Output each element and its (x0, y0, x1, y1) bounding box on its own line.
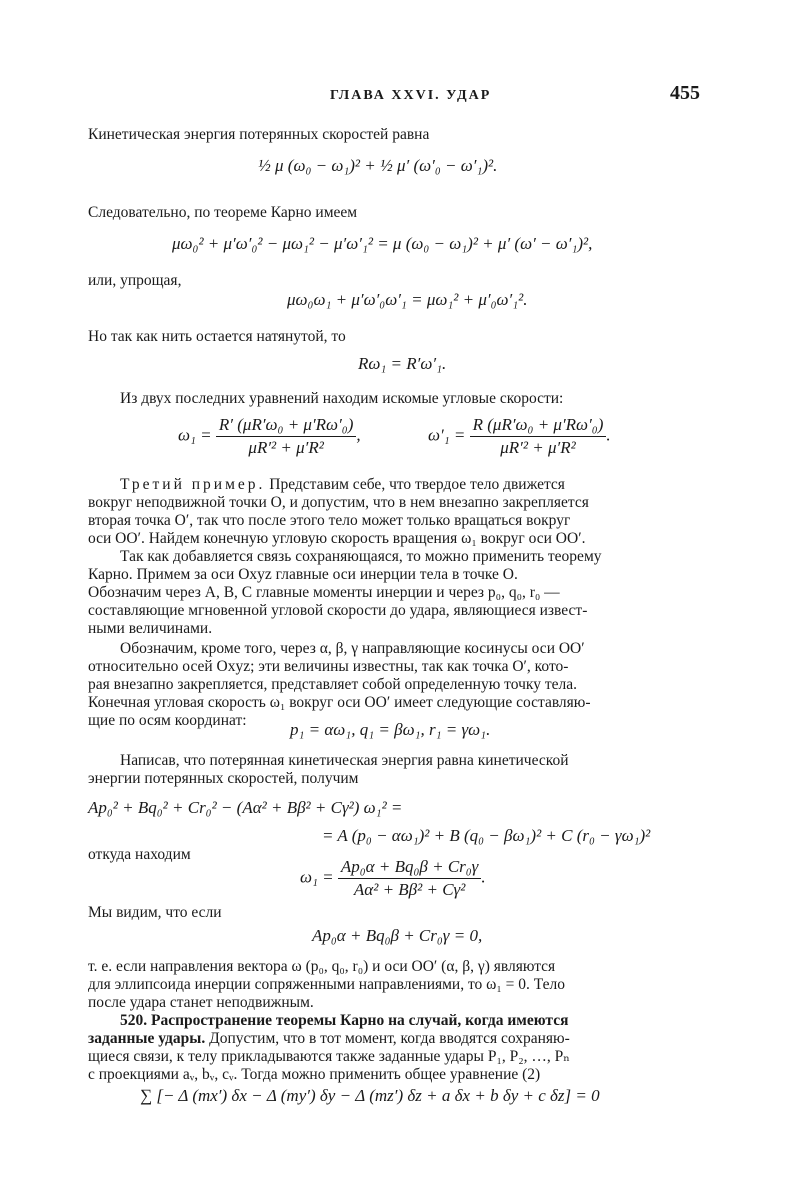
text-line: Кинетическая энергия потерянных скоростей равна (88, 126, 430, 143)
text-line: т. е. если направления вектора ω (p₀, q₀, r₀) и оси OO′ (α, β, γ) являются (88, 958, 556, 975)
text-line: щиеся связи, к телу прикладываются также заданные удары P₁, P₂, …, Pₙ (88, 1048, 570, 1065)
text-line: относительно осей Oxyz; эти величины известны, так как точка O′, кото- (88, 658, 569, 675)
text-span: Допустим, что в тот момент, когда вводятся сохраняю- (209, 1030, 570, 1047)
text-line: Написав, что потерянная кинетическая энергия равна кинетической (120, 752, 569, 769)
text-line: Так как добавляется связь сохраняющаяся, то можно применить теорему (120, 548, 602, 565)
page-number: 455 (670, 82, 700, 104)
eq8-lhs: ω₁ = (300, 867, 334, 887)
equation-7b: = A (p₀ − αω₁)² + B (q₀ − βω₁)² + C (r₀ − γω₁)² (322, 826, 651, 845)
denominator: μR′² + μ′R² (248, 438, 324, 457)
denominator: Aα² + Bβ² + Cγ² (353, 880, 466, 899)
chapter-title: ГЛАВА XXVI. УДАР (330, 88, 492, 103)
eq5a-lhs: ω₁ = (178, 425, 212, 445)
equation-1: ½ μ (ω₀ − ω₁)² + ½ μ′ (ω′₀ − ω′₁)². (258, 156, 498, 175)
equation-2: μω₀² + μ′ω′₀² − μω₁² − μ′ω′₁² = μ (ω₀ − ω₁)² + μ′ (ω′ − ω′₁)², (172, 234, 593, 253)
text-line: с проекциями aᵥ, bᵥ, cᵥ. Тогда можно применить общее уравнение (2) (88, 1066, 541, 1083)
numerator: Ap₀α + Bq₀β + Cr₀γ (338, 856, 482, 879)
equation-7a: Ap₀² + Bq₀² + Cr₀² − (Aα² + Bβ² + Cγ²) ω₁² = (88, 798, 403, 817)
text-line: ными величинами. (88, 620, 213, 637)
equation-4: Rω₁ = R′ω′₁. (358, 354, 447, 373)
equation-8: ω₁ = $\frac{\text{Ap₀α + Bq₀β + Cr₀γ}}{\text{Aα² + Bβ² + Cγ²}}$ . (300, 857, 486, 899)
text-line: энергии потерянных скоростей, получим (88, 770, 359, 787)
text-line: или, упрощая, (88, 272, 182, 289)
equation-5a: ω₁ = $\frac{\text{R′ (μR′ω₀ + μ′Rω′₀)}}{\text{μR′² + μ′R²}}$ , (178, 415, 361, 457)
equation-3: μω₀ω₁ + μ′ω′₀ω′₁ = μω₁² + μ′₀ω′₁². (287, 290, 528, 309)
section-heading: 520. Распространение теоремы Карно на случай, когда имеются (120, 1012, 569, 1029)
equation-6: p₁ = αω₁, q₁ = βω₁, r₁ = γω₁. (290, 720, 491, 739)
numerator: R′ (μR′ω₀ + μ′Rω′₀) (216, 414, 356, 437)
text-line: вторая точка O′, так что после этого тело может только вращаться вокруг (88, 512, 571, 529)
denominator: μR′² + μ′R² (500, 438, 576, 457)
fraction (216, 414, 356, 459)
page-header (0, 82, 799, 110)
text-line: Обозначим, кроме того, через α, β, γ направляющие косинусы оси OO′ (120, 640, 585, 657)
equation-9: Ap₀α + Bq₀β + Cr₀γ = 0, (312, 926, 483, 945)
text-line: Обозначим через A, B, C главные моменты инерции и через p₀, q₀, r₀ — (88, 584, 560, 601)
text-line: после удара станет неподвижным. (88, 994, 314, 1011)
equation-10: ∑ [− Δ (mx′) δx − Δ (my′) δy − Δ (mz′) δz + a δx + b δy + c δz] = 0 (140, 1086, 600, 1105)
text-line: Конечная угловая скорость ω₁ вокруг оси OO′ имеет следующие составляю- (88, 694, 591, 711)
numerator: R (μR′ω₀ + μ′Rω′₀) (470, 414, 607, 437)
section-heading-tail: заданные удары. (88, 1030, 206, 1047)
paragraph-heading-line (120, 476, 724, 494)
text-line: Но так как нить остается натянутой, то (88, 328, 346, 345)
fraction (338, 856, 482, 901)
example-heading: Третий пример. (120, 476, 266, 493)
eq5b-lhs: ω′₁ = (428, 425, 466, 445)
text-line: для эллипсоида инерции сопряженными направлениями, то ω₁ = 0. Тело (88, 976, 566, 993)
fraction (470, 414, 607, 459)
text-line: Из двух последних уравнений находим искомые угловые скорости: (120, 390, 564, 407)
text-line (88, 1030, 724, 1048)
text-line: составляющие мгновенной угловой скорости до удара, являющиеся извест- (88, 602, 588, 619)
text-line: щие по осям координат: (88, 712, 247, 729)
text-line: вокруг неподвижной точки O, и допустим, что в нем внезапно закрепляется (88, 494, 589, 511)
text-line: оси OO′. Найдем конечную угловую скорость вращения ω₁ вокруг оси OO′. (88, 530, 586, 547)
text-line: рая внезапно закрепляется, представляет собой определенную точку тела. (88, 676, 577, 693)
text-span: Представим себе, что твердое тело движется (269, 476, 565, 493)
text-line: Следовательно, по теореме Карно имеем (88, 204, 358, 221)
text-line: Мы видим, что если (88, 904, 222, 921)
equation-5b: ω′₁ = $\frac{\text{R (μR′ω₀ + μ′Rω′₀)}}{\text{μR′² + μ′R²}}$ . (428, 415, 611, 457)
text-line: откуда находим (88, 846, 191, 863)
text-line: Карно. Примем за оси Oxyz главные оси инерции тела в точке O. (88, 566, 518, 583)
